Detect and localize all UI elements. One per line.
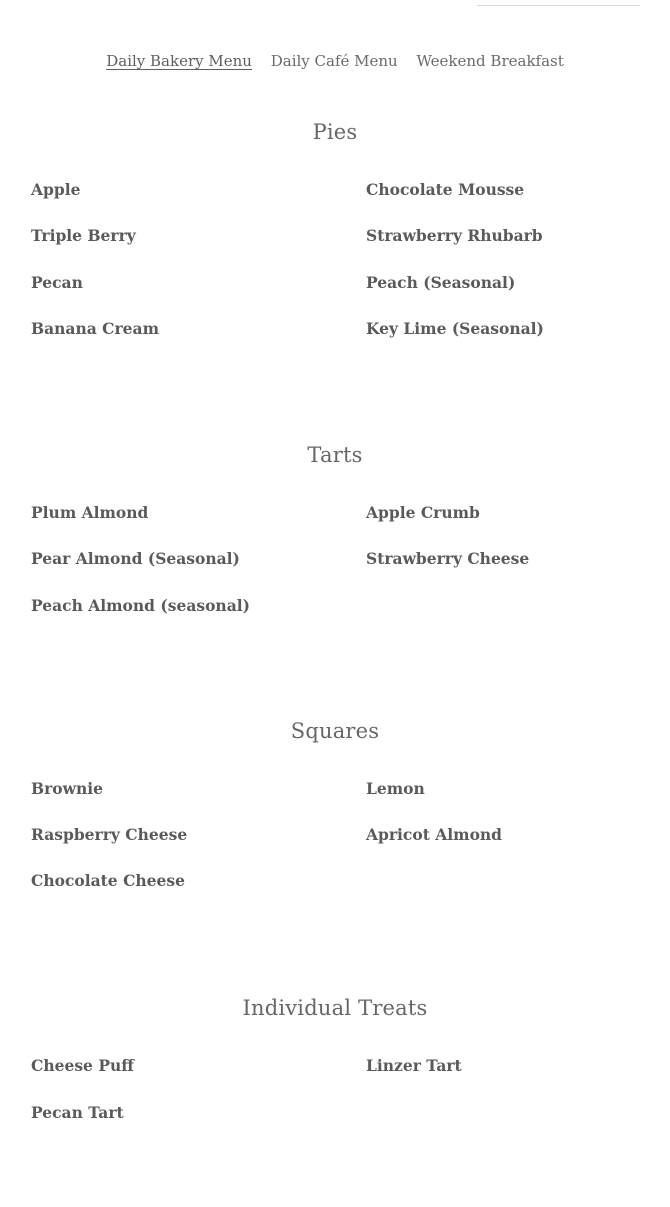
section-tarts [0, 441, 670, 615]
menu-item: Chocolate Cheese [31, 871, 185, 890]
menu-item: Triple Berry [31, 226, 136, 245]
menu-item: Apricot Almond [366, 825, 503, 844]
menu-item: Lemon [366, 779, 425, 798]
menu-item: Apple [31, 180, 81, 199]
menu-item: Pecan Tart [31, 1103, 124, 1122]
menu-item: Raspberry Cheese [31, 825, 188, 844]
menu-item: Linzer Tart [366, 1056, 462, 1075]
menu-item: Brownie [31, 779, 103, 798]
menu-item: Strawberry Cheese [366, 549, 530, 568]
menu-item: Apple Crumb [366, 503, 480, 522]
section-title: Tarts [307, 443, 363, 467]
section-squares [0, 717, 670, 890]
menu-item: Key Lime (Seasonal) [366, 319, 544, 338]
menu-nav [0, 52, 670, 70]
nav-daily-cafe-menu[interactable]: Daily Café Menu [270, 52, 398, 70]
section-title: Squares [290, 719, 380, 743]
top-divider [477, 5, 640, 6]
section-pies [0, 118, 670, 338]
menu-item: Pear Almond (Seasonal) [31, 549, 240, 568]
section-title: Individual Treats [242, 996, 428, 1020]
menu-item: Peach Almond (seasonal) [31, 596, 250, 615]
nav-weekend-breakfast[interactable]: Weekend Breakfast [416, 52, 564, 70]
menu-item: Cheese Puff [31, 1056, 134, 1075]
section-individual-treats [0, 994, 670, 1122]
nav-daily-bakery-menu[interactable]: Daily Bakery Menu [106, 52, 252, 70]
section-title: Pies [312, 120, 358, 144]
menu-item: Peach (Seasonal) [366, 273, 516, 292]
menu-item: Chocolate Mousse [366, 180, 525, 199]
menu-item: Strawberry Rhubarb [366, 226, 543, 245]
menu-item: Pecan [31, 273, 83, 292]
menu-item: Banana Cream [31, 319, 159, 338]
menu-item: Plum Almond [31, 503, 149, 522]
